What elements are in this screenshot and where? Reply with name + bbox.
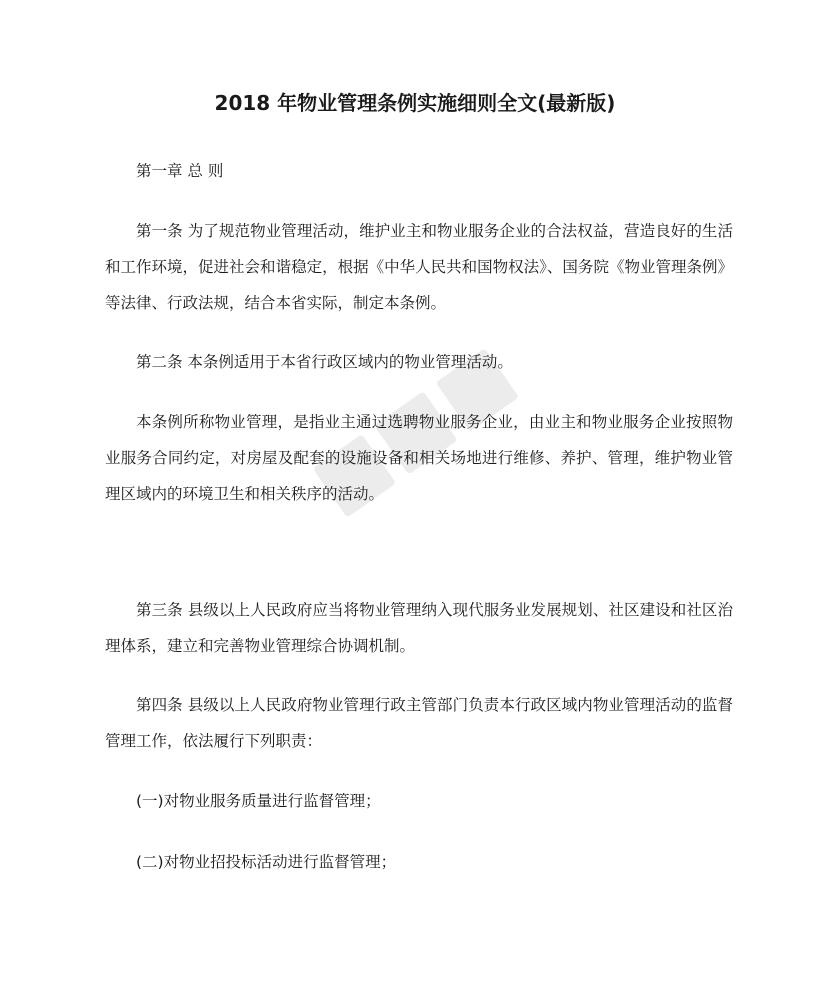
article-3: 第三条 县级以上人民政府应当将物业管理纳入现代服务业发展规划、社区建设和社区治理体系，建立和完善物业管理综合协调机制。 <box>105 601 733 655</box>
list-item: (一)对物业服务质量进行监督管理； <box>136 792 381 810</box>
list-item: (二)对物业招投标活动进行监督管理； <box>136 853 397 871</box>
article-4: 第四条 县级以上人民政府物业管理行政主管部门负责本行政区域内物业管理活动的监督管理工作，依法履行下列职责： <box>105 696 733 750</box>
article-1: 第一条 为了规范物业管理活动，维护业主和物业服务企业的合法权益，营造良好的生活和工作环境，促进社会和谐稳定，根据《中华人民共和国物权法》、国务院《物业管理条例》等法律、行政法规，结合本省实际，制定本条例。 <box>105 222 733 312</box>
chapter-heading: 第一章 总 则 <box>136 162 224 180</box>
document-title: 2018 年物业管理条例实施细则全文(最新版) <box>214 91 616 115</box>
article-2: 第二条 本条例适用于本省行政区域内的物业管理活动。 <box>136 353 513 371</box>
article-2-definition: 本条例所称物业管理，是指业主通过选聘物业服务企业，由业主和物业服务企业按照物业服务合同约定，对房屋及配套的设施设备和相关场地进行维修、养护、管理，维护物业管理区域内的环境卫生和相关秩序的活动。 <box>105 413 733 503</box>
